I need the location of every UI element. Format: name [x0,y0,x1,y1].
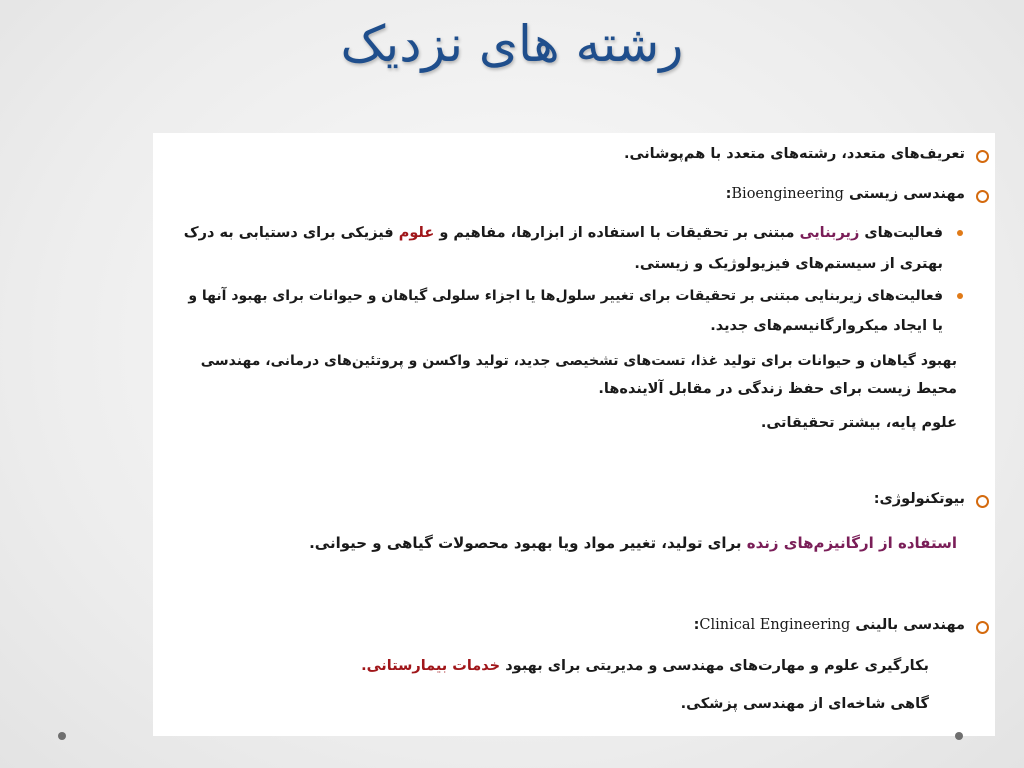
bioengineering-heading-en: Bioengineering [731,186,844,202]
biotechnology-heading: بیوتکنولوژی: [873,491,965,507]
clinical-line1 [361,655,929,677]
circle-bullet-icon [976,495,989,508]
bio-item1-text-a: فعالیت‌های [864,225,943,241]
bioengineering-heading [726,183,965,205]
circle-bullet-icon [976,150,989,163]
bio-item1-line2: بهتری از سیستم‌های فیزیولوژیک و زیستی. [634,256,943,272]
bio-item1-text-c: فیزیکی برای دستیابی به درک [183,225,394,241]
right-dot-decoration [955,732,963,740]
bio-item2-line2: یا ایجاد میکروارگانیسم‌های جدید. [710,318,943,334]
left-dot-decoration [58,732,66,740]
clinical-heading [694,614,965,636]
bio-para1-line1: بهبود گیاهان و حیوانات برای تولید غذا، تست‌های تشخیصی جدید، تولید واکسن و پروتئین‌های درمانی، مهندسی [200,353,957,369]
clinical-line1-text: بکارگیری علوم و مهارت‌های مهندسی و مدیریتی برای بهبود [505,658,929,674]
clinical-heading-colon: : [693,617,700,633]
circle-bullet-icon [976,621,989,634]
clinical-line1-highlight: خدمات بیمارستانی. [361,658,501,674]
bio-para2: علوم پایه، بیشتر تحقیقاتی. [760,415,957,431]
bio-item1-highlight: زیربنایی [799,225,860,241]
bioengineering-heading-fa: مهندسی زیستی [849,186,965,202]
clinical-heading-en: Clinical Engineering [699,617,851,633]
bioengineering-heading-colon: : [725,186,732,202]
bio-item1-text-b: مبتنی بر تحقیقات با استفاده از ابزارها، مفاهیم و [439,225,795,241]
clinical-heading-fa: مهندسی بالینی [855,617,965,633]
biotechnology-highlight: استفاده از ارگانیزم‌های زنده [746,534,957,552]
dot-bullet-icon [957,230,963,236]
bio-item1-line1 [184,222,943,244]
bio-item1-highlight2: علوم [398,225,435,241]
content-image-panel [153,133,995,736]
biotechnology-desc [309,532,957,554]
circle-bullet-icon [976,190,989,203]
intro-text: تعریف‌های متعدد، رشته‌های متعدد با هم‌پوشانی. [624,146,965,162]
bio-item2-line1: فعالیت‌های زیربنایی مبتنی بر تحقیقات برای تغییر سلول‌ها یا اجزاء سلولی گیاهان و حیوانات برای بهبود آنها و [188,288,943,304]
dot-bullet-icon [957,293,963,299]
bio-para1-line2: محیط زیست برای حفظ زندگی در مقابل آلاینده‌ها. [598,381,957,397]
biotechnology-desc-rest: برای تولید، تغییر مواد ویا بهبود محصولات گیاهی و حیوانی. [309,534,742,552]
clinical-line2: گاهی شاخه‌ای از مهندسی پزشکی. [680,696,929,712]
slide-title: رشته های نزدیک [340,15,684,73]
